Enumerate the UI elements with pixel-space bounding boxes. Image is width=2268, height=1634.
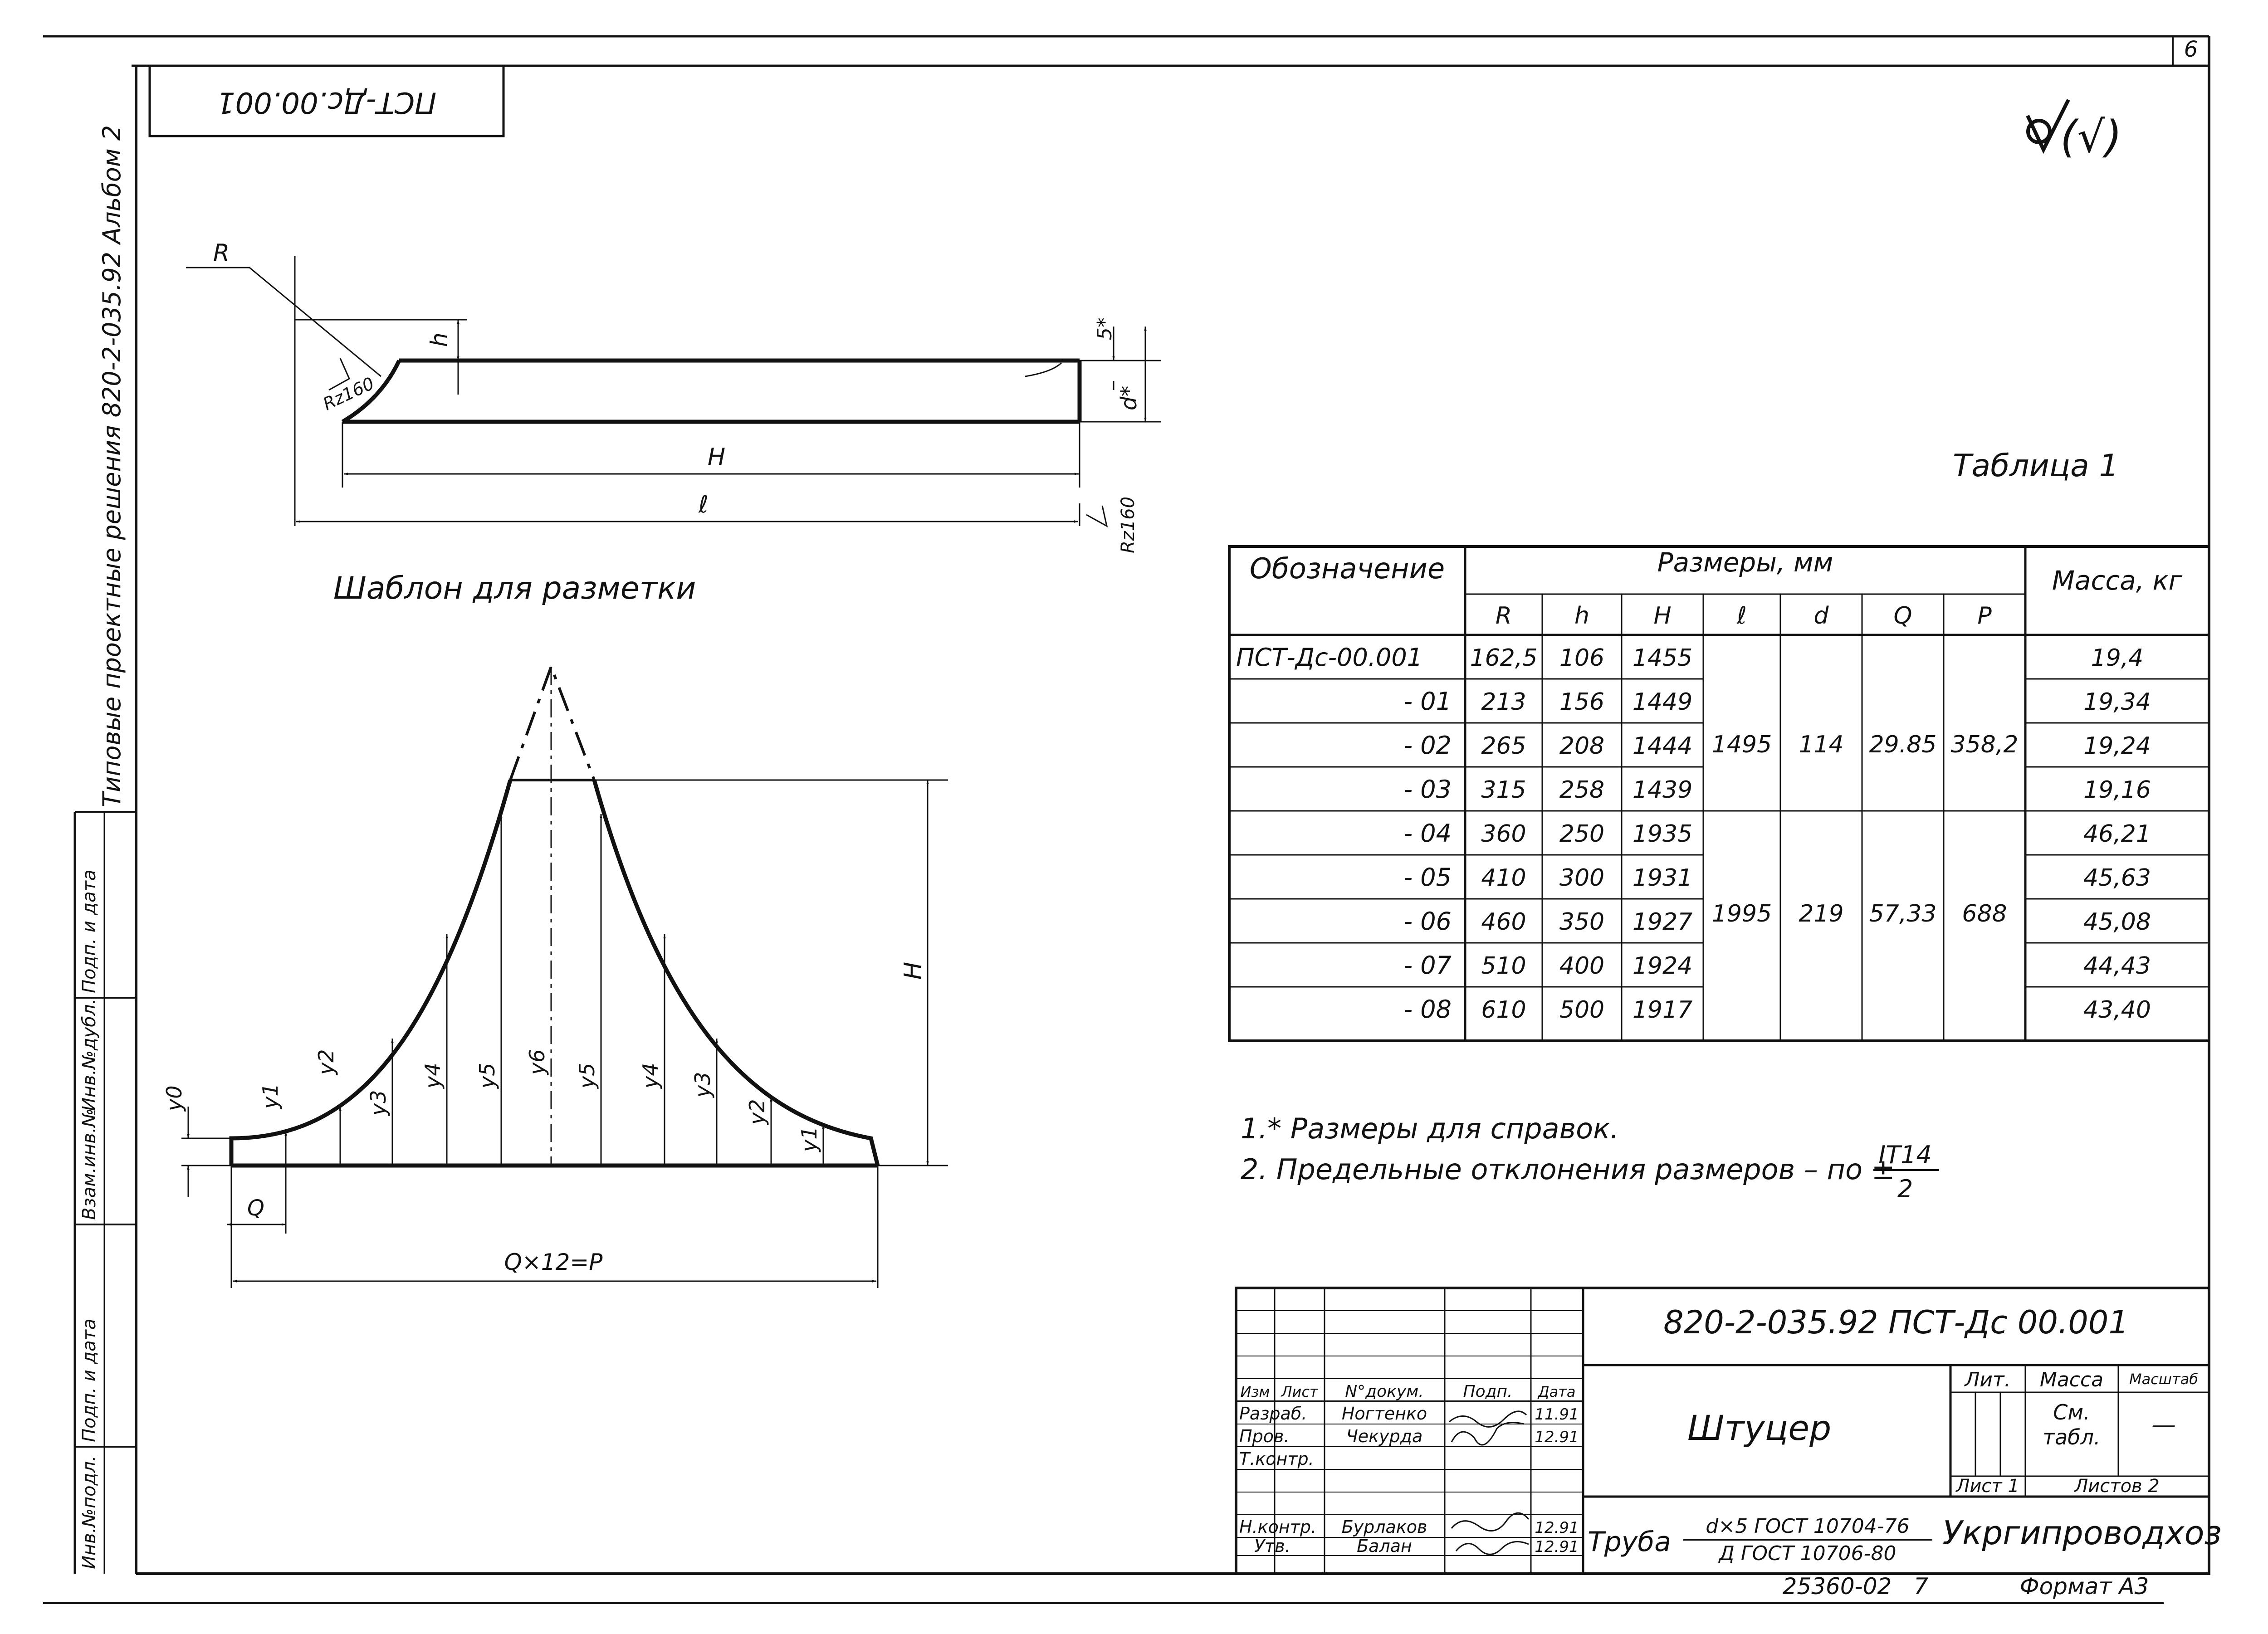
row-H: 1439	[1632, 776, 1693, 804]
row-designation: ПСТ-Дс-00.001	[1236, 643, 1423, 672]
table-caption: Таблица 1	[1953, 448, 2119, 484]
tb-format: Формат А3	[2019, 1573, 2149, 1600]
row-h: 258	[1559, 776, 1605, 804]
tb-date-0: 11.91	[1535, 1405, 1579, 1424]
row-h: 156	[1559, 688, 1605, 716]
table-frame	[1229, 546, 2209, 1041]
sheet-frame	[43, 36, 2209, 1603]
tb-material-word: Труба	[1588, 1526, 1672, 1558]
row-h: 106	[1559, 644, 1605, 672]
note-1: 1.* Размеры для справок.	[1241, 1112, 1619, 1145]
dimensions-table	[1229, 546, 2209, 1041]
dim-h-label: h	[426, 332, 452, 347]
tb-h-date: Дата	[1538, 1383, 1576, 1400]
row-designation: - 07	[1403, 951, 1452, 980]
tb-mass-v2: табл.	[2043, 1425, 2101, 1449]
marking-template	[162, 667, 948, 1288]
row-H: 1935	[1632, 820, 1693, 848]
tb-order2: 7	[1914, 1573, 1928, 1600]
tb-material-bottom: Д ГОСТ 10706-80	[1719, 1542, 1897, 1565]
label-bottom: Q×12=P	[504, 1249, 603, 1275]
tb-h-doc: N°докум.	[1345, 1382, 1424, 1401]
row-mass: 43,40	[2083, 996, 2151, 1024]
label-y2-right: y2	[745, 1099, 769, 1125]
row-H: 1444	[1632, 732, 1693, 760]
header-col: R	[1495, 602, 1512, 629]
group-d: 114	[1799, 731, 1844, 758]
header-col: P	[1977, 602, 1992, 629]
tb-role-0: Разраб.	[1239, 1404, 1307, 1424]
group-d: 219	[1799, 900, 1844, 927]
top-stamp	[150, 66, 503, 136]
group-P: 358,2	[1950, 731, 2019, 758]
rz-right-label: Rz160	[1118, 496, 1139, 553]
row-mass: 19,16	[2083, 776, 2151, 804]
album-side-title: Типовые проектные решения 820-2-035.92 Альбом 2	[98, 125, 126, 807]
tb-scale-v: —	[2151, 1410, 2176, 1439]
label-H-template: H	[899, 961, 927, 980]
header-col: Q	[1893, 602, 1912, 629]
tb-date-3: 12.91	[1535, 1519, 1579, 1537]
row-H: 1455	[1632, 644, 1693, 672]
row-designation: - 02	[1403, 731, 1452, 760]
tb-org: Укргипроводхоз	[1942, 1514, 2222, 1552]
tb-material-top: d×5 ГОСТ 10704-76	[1706, 1515, 1910, 1538]
page-number: 6	[2184, 37, 2198, 62]
side-field-1: Инв.№подл.	[79, 1455, 100, 1569]
header-col: h	[1574, 602, 1589, 629]
row-mass: 44,43	[2083, 952, 2151, 980]
tb-name: Штуцер	[1687, 1408, 1832, 1448]
signatures	[1449, 1411, 1529, 1555]
tb-h-list: Лист	[1281, 1383, 1318, 1400]
row-R: 315	[1481, 776, 1526, 804]
header-col: ℓ	[1737, 602, 1747, 629]
title-block	[1236, 1288, 2222, 1600]
row-R: 213	[1481, 688, 1526, 716]
tb-role-4: Утв.	[1254, 1536, 1290, 1556]
tb-h-izm: Изм	[1240, 1383, 1270, 1400]
row-designation: - 01	[1403, 687, 1452, 716]
row-R: 610	[1481, 996, 1526, 1024]
row-R: 360	[1481, 820, 1526, 848]
row-R: 460	[1481, 908, 1526, 936]
row-designation: - 03	[1403, 775, 1452, 804]
notes	[1241, 1112, 1939, 1203]
label-y6: y6	[525, 1049, 549, 1075]
header-col: d	[1813, 602, 1829, 629]
side-strip	[75, 125, 136, 1574]
note-fraction-bottom: 2	[1897, 1175, 1913, 1203]
note-2: 2. Предельные отклонения размеров – по ±	[1241, 1153, 1895, 1186]
row-h: 300	[1559, 864, 1605, 892]
label-y5-left: y5	[475, 1063, 499, 1088]
tb-name-0: Ногтенко	[1341, 1404, 1427, 1424]
row-H: 1924	[1632, 952, 1693, 980]
tb-lit: Лит.	[1965, 1368, 2011, 1391]
tb-date-1: 12.91	[1535, 1428, 1579, 1446]
dim-R-label: R	[213, 239, 230, 267]
row-R: 162,5	[1470, 644, 1538, 672]
tb-date-4: 12.91	[1535, 1538, 1579, 1556]
side-field-2: Подп. и дата	[79, 1318, 100, 1442]
dim-d-label: d*	[1116, 385, 1142, 410]
row-H: 1917	[1632, 996, 1693, 1024]
group-P: 688	[1962, 900, 2007, 927]
label-y4-right: y4	[638, 1063, 663, 1088]
group-l: 1995	[1711, 900, 1772, 927]
row-H: 1931	[1632, 864, 1693, 892]
tb-scale-h: Масштаб	[2129, 1371, 2199, 1388]
tb-mass-v1: См.	[2053, 1400, 2090, 1424]
row-h: 250	[1559, 820, 1605, 848]
side-field-4: Инв.№дубл.	[79, 998, 100, 1111]
side-field-3: Взам.инв.№	[79, 1108, 100, 1220]
row-R: 265	[1481, 732, 1526, 760]
tb-name-3: Бурлаков	[1341, 1517, 1427, 1537]
tb-mass-h: Масса	[2039, 1368, 2104, 1391]
header-dims: Размеры, мм	[1657, 547, 1833, 578]
row-designation: - 05	[1403, 863, 1452, 892]
tb-role-1: Пров.	[1239, 1426, 1290, 1446]
header-mass: Масса, кг	[2052, 565, 2183, 596]
side-field-5: Подп. и дата	[79, 869, 100, 993]
dim-l-label: ℓ	[699, 491, 709, 518]
row-mass: 45,63	[2083, 864, 2151, 892]
label-y3-left: y3	[366, 1090, 391, 1116]
label-y4-left: y4	[420, 1063, 445, 1088]
tb-sheet: Лист 1	[1956, 1476, 2019, 1497]
group-l: 1495	[1711, 731, 1772, 758]
label-y1-left: y1	[258, 1083, 283, 1109]
row-H: 1449	[1632, 688, 1693, 716]
label-y3-right: y3	[690, 1072, 715, 1097]
tb-role-2: Т.контр.	[1239, 1449, 1314, 1469]
dim-H-label: H	[708, 444, 726, 471]
row-mass: 45,08	[2083, 908, 2151, 936]
row-mass: 19,4	[2091, 644, 2144, 672]
tb-name-4: Балан	[1357, 1536, 1412, 1556]
tb-sheets: Листов 2	[2074, 1476, 2160, 1497]
tb-name-1: Чекурда	[1346, 1426, 1423, 1446]
tb-h-sign: Подп.	[1463, 1382, 1513, 1401]
group-Q: 29.85	[1869, 731, 1937, 758]
row-R: 510	[1481, 952, 1526, 980]
row-h: 350	[1559, 908, 1605, 936]
row-H: 1927	[1632, 908, 1693, 936]
label-y5-right: y5	[575, 1063, 599, 1088]
template-title: Шаблон для разметки	[333, 571, 696, 606]
top-stamp-code: ПСТ-Дс.00.001	[216, 85, 437, 119]
note-fraction-top: IT14	[1878, 1141, 1932, 1169]
label-Q: Q	[247, 1195, 264, 1221]
row-h: 208	[1559, 732, 1605, 760]
tb-role-3: Н.контр.	[1239, 1517, 1317, 1537]
label-y2-left: y2	[314, 1049, 338, 1075]
row-R: 410	[1481, 864, 1526, 892]
dim-5-label: 5*	[1093, 317, 1116, 340]
roughness-mark	[2028, 100, 2122, 162]
pipe-side-view	[186, 239, 1161, 553]
row-mass: 46,21	[2083, 820, 2151, 848]
row-h: 400	[1559, 952, 1605, 980]
row-designation: - 04	[1403, 819, 1452, 848]
header-col: H	[1653, 602, 1672, 629]
rz-top-label: Rz160	[320, 373, 377, 415]
roughness-mark-text: (√)	[2060, 112, 2122, 162]
row-mass: 19,24	[2083, 732, 2151, 760]
row-designation: - 06	[1403, 907, 1452, 936]
label-y1-right: y1	[797, 1126, 821, 1152]
row-designation: - 08	[1403, 995, 1452, 1024]
header-designation: Обозначение	[1249, 552, 1445, 585]
row-mass: 19,34	[2083, 688, 2151, 716]
label-y0: y0	[162, 1085, 186, 1111]
row-h: 500	[1559, 996, 1605, 1024]
tb-order: 25360-02	[1782, 1573, 1892, 1600]
group-Q: 57,33	[1869, 900, 1937, 927]
tb-code: 820-2-035.92 ПСТ-Дс 00.001	[1663, 1304, 2129, 1341]
